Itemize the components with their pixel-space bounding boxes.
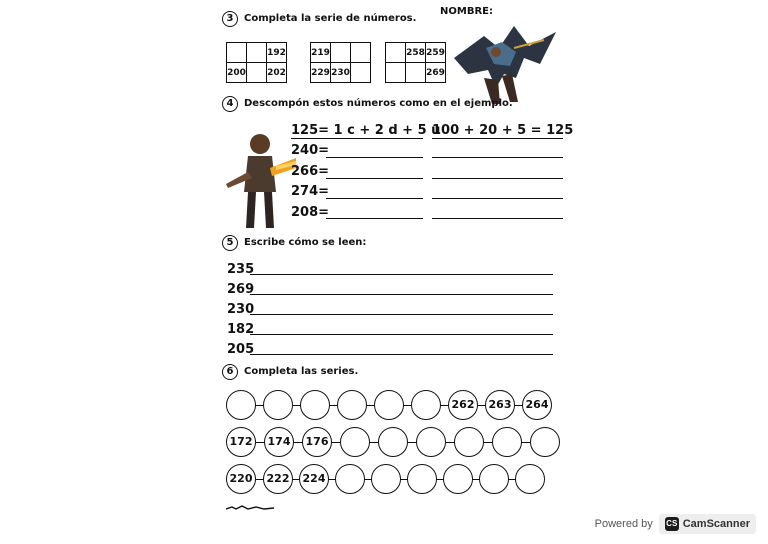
reading-row-number: 235 [227, 262, 255, 277]
number-grid-2 [310, 42, 371, 83]
section-5-number: 5 [222, 235, 238, 251]
section-3-title: Completa la serie de números. [244, 13, 417, 24]
example-sum: 100 + 20 + 5 = 125 [432, 123, 574, 138]
writing-line[interactable] [250, 294, 553, 295]
series-circle[interactable] [479, 464, 509, 494]
dragon-illustration [444, 18, 562, 108]
camscanner-logo-icon: CS [665, 517, 679, 531]
writing-line[interactable] [250, 274, 553, 275]
series-circle[interactable] [337, 390, 367, 420]
reading-row-number: 182 [227, 322, 255, 337]
writing-line[interactable] [250, 354, 553, 355]
series-circle[interactable] [300, 390, 330, 420]
answer-line[interactable] [326, 157, 423, 158]
series-circle: 176 [302, 427, 332, 457]
series-circle[interactable] [411, 390, 441, 420]
grid-cell: 192 [267, 43, 287, 63]
series-circle[interactable] [454, 427, 484, 457]
grid-cell [227, 43, 247, 63]
reading-row-number: 205 [227, 342, 255, 357]
grid-cell: 219 [311, 43, 331, 63]
reading-row-number: 230 [227, 302, 255, 317]
grid-cell: 230 [331, 63, 351, 83]
camscanner-watermark [595, 514, 756, 534]
series-circle[interactable] [530, 427, 560, 457]
powered-by-label: Powered by [594, 518, 653, 530]
decompose-row-label: 274= [291, 184, 330, 199]
series-circle[interactable] [492, 427, 522, 457]
decompose-row-label: 266= [291, 164, 330, 179]
writing-line[interactable] [250, 334, 553, 335]
number-grid-1 [226, 42, 287, 83]
series-circle[interactable] [407, 464, 437, 494]
example-rule-right [432, 138, 563, 139]
answer-line[interactable] [326, 218, 423, 219]
series-circle: 224 [299, 464, 329, 494]
series-circle[interactable] [263, 390, 293, 420]
grid-cell: 200 [227, 63, 247, 83]
answer-line[interactable] [432, 157, 563, 158]
character-illustration [218, 128, 296, 234]
series-circle[interactable] [335, 464, 365, 494]
answer-line[interactable] [326, 178, 423, 179]
series-circle: 264 [522, 390, 552, 420]
number-grid-3 [385, 42, 446, 83]
answer-line[interactable] [432, 218, 563, 219]
grid-cell: 269 [426, 63, 446, 83]
series-circle: 262 [448, 390, 478, 420]
series-circle[interactable] [416, 427, 446, 457]
decompose-row-label: 208= [291, 205, 330, 220]
camscanner-badge [659, 514, 756, 534]
series-circle: 174 [264, 427, 294, 457]
answer-line[interactable] [326, 198, 423, 199]
decompose-row-label: 240= [291, 143, 330, 158]
grid-cell [247, 63, 267, 83]
grid-cell [351, 43, 371, 63]
grid-cell [406, 63, 426, 83]
writing-line[interactable] [250, 314, 553, 315]
grid-cell: 202 [267, 63, 287, 83]
series-circle: 172 [226, 427, 256, 457]
section-5-title: Escribe cómo se leen: [244, 237, 367, 248]
series-circle[interactable] [340, 427, 370, 457]
grid-cell [331, 43, 351, 63]
series-circle[interactable] [371, 464, 401, 494]
series-circle: 263 [485, 390, 515, 420]
reading-row-number: 269 [227, 282, 255, 297]
grid-cell: 259 [426, 43, 446, 63]
series-circle[interactable] [374, 390, 404, 420]
name-label: NOMBRE: [440, 6, 493, 17]
section-3-number: 3 [222, 11, 238, 27]
series-circle[interactable] [226, 390, 256, 420]
grid-cell [386, 63, 406, 83]
example-rule-left [291, 138, 423, 139]
section-4-title: Descompón estos números como en el ejemplo. [244, 98, 513, 109]
series-circle[interactable] [443, 464, 473, 494]
series-circle[interactable] [515, 464, 545, 494]
answer-line[interactable] [432, 198, 563, 199]
series-circle: 222 [263, 464, 293, 494]
cropped-text-fragment [226, 505, 276, 511]
worksheet [200, 0, 580, 544]
camscanner-brand: CamScanner [682, 518, 750, 530]
section-6-title: Completa las series. [244, 366, 359, 377]
section-6-number: 6 [222, 364, 238, 380]
grid-cell [386, 43, 406, 63]
grid-cell: 258 [406, 43, 426, 63]
grid-cell [247, 43, 267, 63]
grid-cell: 229 [311, 63, 331, 83]
series-circle[interactable] [378, 427, 408, 457]
example-decomposition: 125= 1 c + 2 d + 5 u [291, 123, 441, 138]
grid-cell [351, 63, 371, 83]
answer-line[interactable] [432, 178, 563, 179]
section-4-number: 4 [222, 96, 238, 112]
series-circle: 220 [226, 464, 256, 494]
